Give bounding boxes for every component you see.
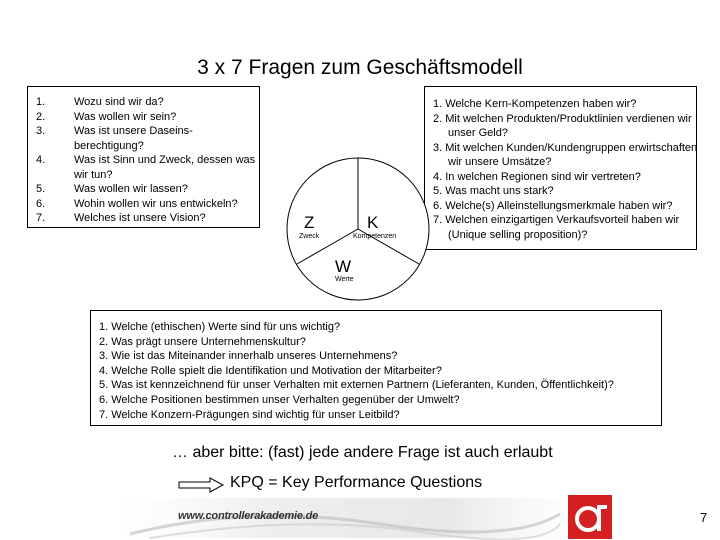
w-label: Werte xyxy=(335,276,354,283)
zweck-questions-box xyxy=(27,86,260,228)
zweck-question-list xyxy=(36,95,259,226)
zkw-circle-diagram xyxy=(283,154,433,304)
list-item: 6. Wohin wollen wir uns entwickeln? xyxy=(36,197,238,210)
page-title: 3 x 7 Fragen zum Geschäftsmodell xyxy=(197,56,523,79)
list-item: 2. Was prägt unsere Unternehmenskultur? xyxy=(99,335,306,348)
k-label: Kompetenzen xyxy=(353,233,397,240)
w-letter: W xyxy=(335,257,352,276)
list-item: 4. Was ist Sinn und Zweck, dessen was wir tun? xyxy=(36,154,256,181)
kpq-definition: KPQ = Key Performance Questions xyxy=(230,474,483,491)
list-item: 1. Welche Kern-Kompetenzen haben wir? xyxy=(433,98,637,110)
k-letter: K xyxy=(367,213,379,232)
list-item: 4. In welchen Regionen sind wir vertreten? xyxy=(433,170,641,183)
footer-url[interactable]: www.controllerakademie.de xyxy=(178,510,319,522)
kompetenzen-question-list xyxy=(433,97,706,242)
list-item: 7. Welchen einzigartigen Verkaufsvorteil haben wir (Unique selling proposition)? xyxy=(433,214,680,241)
list-item: 7. Welches ist unsere Vision? xyxy=(36,212,206,224)
list-item: 2. Mit welchen Produkten/Produktlinien verdienen wir unser Geld? xyxy=(433,112,692,139)
list-item: 6. Welche(s) Alleinstellungsmerkmale haben wir? xyxy=(433,199,673,212)
note-text: … aber bitte: (fast) jede andere Frage ist auch erlaubt xyxy=(172,444,553,461)
footer-decoration xyxy=(0,494,720,540)
list-item: 5. Was ist kennzeichnend für unser Verhalten mit externen Partnern (Lieferanten, Kunden, Öffentlichkeit)? xyxy=(99,379,614,392)
arrow-right-icon xyxy=(178,477,224,493)
list-item: 1. Welche (ethischen) Werte sind für uns wichtig? xyxy=(99,321,341,333)
z-label: Zweck xyxy=(299,233,320,240)
list-item: 7. Welche Konzern-Prägungen sind wichtig für unser Leitbild? xyxy=(99,408,400,421)
list-item: 2. Was wollen wir sein? xyxy=(36,110,177,123)
list-item: 3. Mit welchen Kunden/Kundengruppen erwirtschaften wir unsere Umsätze? xyxy=(433,141,698,168)
kompetenzen-questions-box xyxy=(424,86,697,250)
werte-question-list xyxy=(99,320,614,422)
list-item: 3. Was ist unsere Daseins-berechtigung? xyxy=(36,125,193,152)
list-item: 3. Wie ist das Miteinander innerhalb unseres Unternehmens? xyxy=(99,350,398,363)
list-item: 1. Wozu sind wir da? xyxy=(36,96,164,108)
list-item: 5. Was wollen wir lassen? xyxy=(36,183,188,195)
controllerakademie-logo-icon xyxy=(568,495,612,539)
page-number: 7 xyxy=(700,510,708,525)
list-item: 4. Welche Rolle spielt die Identifikation und Motivation der Mitarbeiter? xyxy=(99,364,442,377)
z-letter: Z xyxy=(304,213,315,232)
list-item: 5. Was macht uns stark? xyxy=(433,185,554,197)
list-item: 6. Welche Positionen bestimmen unser Verhalten gegenüber der Umwelt? xyxy=(99,393,460,406)
werte-questions-box xyxy=(90,310,662,426)
